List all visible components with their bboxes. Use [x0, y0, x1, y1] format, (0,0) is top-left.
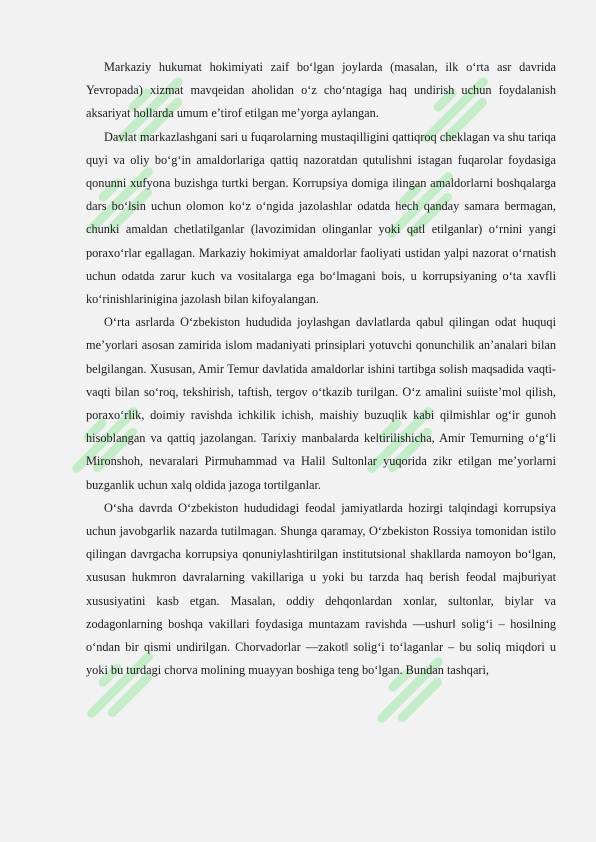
- paragraph-1: Markaziy hukumat hokimiyati zaif bo‘lgan joylarda (masalan, ilk o‘rta asr davrida Yevropada) xizmat mavqeidan aholidan o‘z cho‘ntagiga haq undirish uchun foydalanish aksariyat hollarda umum e’tirof etilgan me’yorga aylangan.: [86, 60, 556, 121]
- paragraph-2: Davlat markazlashgani sari u fuqarolarning mustaqilligini qattiqroq cheklagan va shu tariqa quyi va oliy bo‘g‘in amaldorlariga qattiq nazoratdan qutulishni istagan fuqarolar foydasiga qonunni xufyona buzishga turtki bergan. Korrupsiya domiga ilingan amaldorlarni boshqalarga dars bo‘lsin uchun olomon ko‘z o‘ngida jazolashlar odatda hech qanday samara bermagan, chunki amaldan chetlatilganlar (lavozimidan olinganlar yoki qatl etilganlar) o‘rnini yangi poraxo‘rlar egallagan. Markaziy hokimiyat amaldorlar faoliyati ustidan yalpi nazorat o‘rnatish uchun odatda zarur kuch va vositalarga ega bo‘lmagani bois, u korrupsiyaning o‘ta xavfli ko‘rinishlarinigina jazolash bilan kifoyalangan.: [86, 129, 556, 307]
- document-body: [86, 56, 556, 682]
- paragraph-4: O‘sha davrda O‘zbekiston hududidagi feodal jamiyatlarda hozirgi talqindagi korrupsiya uchun javobgarlik nazarda tutilmagan. Shunga qaramay, O‘zbekiston Rossiya tomonidan istilo qilingan davrgacha korrupsiya qonuniylashtirilgan institutsional shakllarda namoyon bo‘lgan, xususan hukmron davralarning vakillariga u yoki bu tarzda haq berish feodal majburiyat xususiyatini kasb etgan. Masalan, oddiy dehqonlardan xonlar, sultonlar, biylar va zodagonlarning boshqa vakillari foydasiga muntazam ravishda ―ushur‖ solig‘i – hosilning o‘ndan bir qismi undirilgan. Chorvadorlar ―zakot‖ solig‘i to‘laganlar – bu soliq miqdori u yoki bu turdagi chorva molining muayyan boshiga teng bo‘lgan. Bundan tashqari,: [86, 500, 556, 678]
- paragraph-3: O‘rta asrlarda O‘zbekiston hududida joylashgan davlatlarda qabul qilingan odat huquqi me’yorlari asosan zamirida islom madaniyati prinsiplari yotuvchi qonunchilik an’analari bilan belgilangan. Xususan, Amir Temur davlatida amaldorlar ishini tartibga solish maqsadida vaqti-vaqti bilan so‘roq, tekshirish, taftish, tergov o‘tkazib turilgan. O‘z amalini suiiste’mol qilish, poraxo‘rlik, doimiy ravishda ichkilik ichish, maishiy buzuqlik kabi qilmishlar og‘ir gunoh hisoblangan va qattiq jazolangan. Tarixiy manbalarda keltirilishicha, Amir Temurning o‘g‘li Mironshoh, nevaralari Pirmuhammad va Halil Sultonlar yuqorida zikr etilgan me’yorlarni buzganlik uchun xalq oldida jazoga tortilganlar.: [86, 315, 556, 492]
